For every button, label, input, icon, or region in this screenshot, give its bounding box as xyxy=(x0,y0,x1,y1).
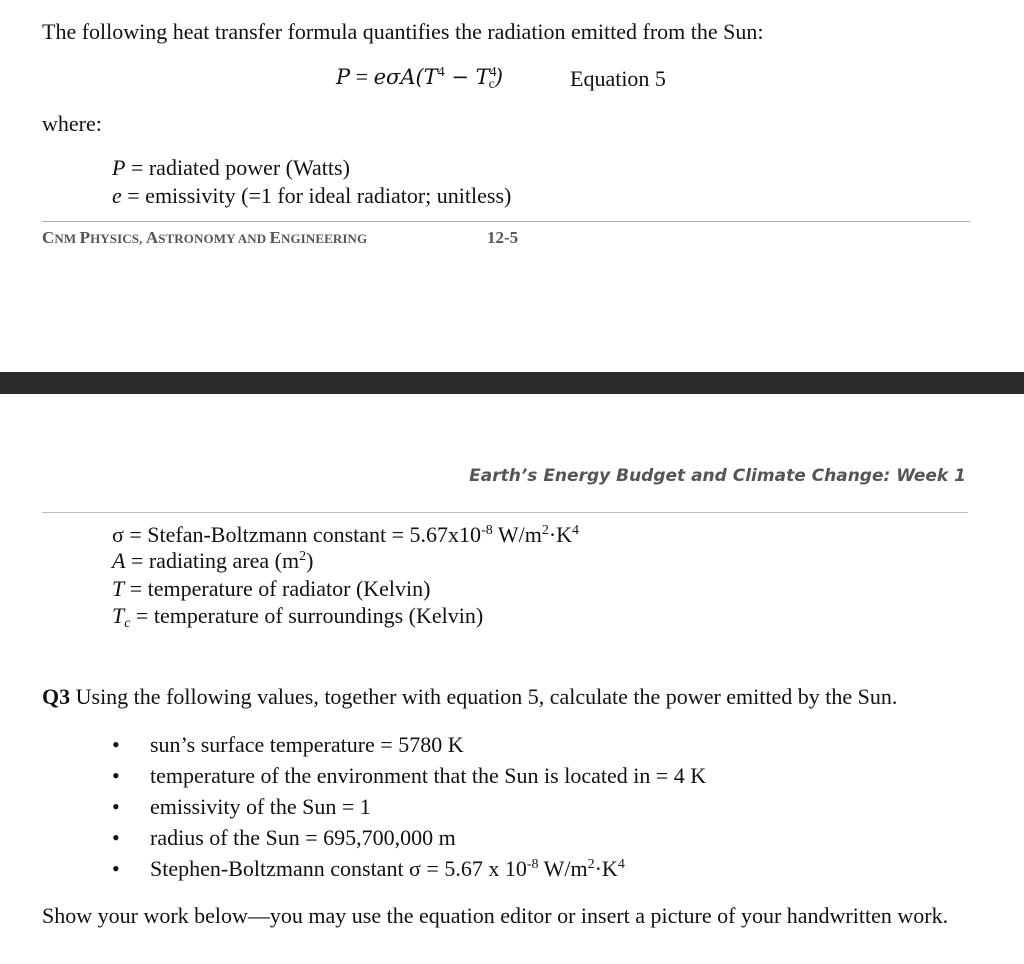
header-divider xyxy=(42,512,968,513)
bullet-text: W/m xyxy=(538,856,588,881)
bullet-icon: • xyxy=(112,856,120,881)
question-label: Q3 xyxy=(42,684,71,709)
definition-sigma xyxy=(112,522,579,548)
definition-text: = temperature of surroundings (Kelvin) xyxy=(130,603,484,628)
intro-text: The following heat transfer formula quantifies the radiation emitted from the Sun: xyxy=(42,19,764,44)
footer-smallcaps: STRONOMY AND xyxy=(158,231,270,246)
symbol: P xyxy=(112,155,126,180)
question-3 xyxy=(42,684,897,710)
equation-rhs: eσA(T xyxy=(373,65,438,89)
bullet-environment-temperature: temperature of the environment that the Sun is located in = 4 K xyxy=(150,763,707,788)
where-label: where: xyxy=(42,111,102,136)
bullet-text: ·K xyxy=(594,856,618,881)
symbol: e xyxy=(112,183,122,208)
exponent: -8 xyxy=(526,857,539,872)
bullet-icon: • xyxy=(112,732,120,757)
equation-minus: − T xyxy=(444,65,490,89)
definition-text: = radiated power (Watts) xyxy=(125,155,350,180)
exponent: 2 xyxy=(541,523,549,538)
definition-text: = radiating area (m xyxy=(125,548,300,573)
footer-smallcaps: NGINEERING xyxy=(280,231,368,246)
equation-equals: = xyxy=(350,64,374,89)
question-text: Using the following values, together with equation 5, calculate the power emitted by the Sun. xyxy=(70,684,898,709)
definition-text: ·K xyxy=(548,522,573,547)
bullet-icon: • xyxy=(112,794,120,819)
footer-cap: E xyxy=(269,228,281,247)
bullet-emissivity: emissivity of the Sun = 1 xyxy=(150,794,371,819)
equation-subscript: c xyxy=(488,77,495,92)
exponent: 2 xyxy=(587,857,595,872)
bullet-icon: • xyxy=(112,763,120,788)
bullet-icon: • xyxy=(112,825,120,850)
bullet-boltzmann-constant xyxy=(150,856,625,882)
page-header: Earth’s Energy Budget and Climate Change: Week 1 xyxy=(469,466,966,486)
definition-text: σ = Stefan-Boltzmann constant = 5.67x10 xyxy=(112,522,482,547)
footer-cap: P xyxy=(79,228,91,247)
definition-temperature-surroundings xyxy=(112,603,483,629)
bullet-sun-temperature: sun’s surface temperature = 5780 K xyxy=(150,732,464,757)
equation-exponent: 4 xyxy=(489,65,497,80)
page-footer xyxy=(42,228,367,248)
symbol: T xyxy=(112,576,125,601)
footer-smallcaps: HYSICS, xyxy=(90,231,146,246)
symbol: T xyxy=(112,603,125,628)
definition-power xyxy=(112,155,350,181)
footer-cap: C xyxy=(42,228,55,247)
page-break-band xyxy=(0,372,1024,394)
subscript: c xyxy=(124,616,131,631)
definition-text: = temperature of radiator (Kelvin) xyxy=(124,576,431,601)
exponent: 4 xyxy=(617,857,625,872)
definition-text: W/m xyxy=(492,522,542,547)
exponent: -8 xyxy=(481,523,493,538)
footer-divider xyxy=(42,221,970,222)
equation-label: Equation 5 xyxy=(570,66,666,91)
equation-close: ) xyxy=(494,65,504,89)
exponent: 2 xyxy=(299,549,307,564)
footer-smallcaps: NM xyxy=(54,231,80,246)
symbol: A xyxy=(112,548,126,573)
equation-lhs: P xyxy=(336,65,351,89)
footer-cap: A xyxy=(145,228,159,247)
work-instructions: Show your work below—you may use the equation editor or insert a picture of your handwritten work. xyxy=(42,903,949,928)
definition-text: = emissivity (=1 for ideal radiator; unitless) xyxy=(121,183,512,208)
bullet-sun-radius: radius of the Sun = 695,700,000 m xyxy=(150,825,456,850)
page-number: 12-5 xyxy=(487,228,519,247)
definition-emissivity xyxy=(112,183,511,209)
definition-text: ) xyxy=(306,548,314,573)
exponent: 4 xyxy=(572,523,580,538)
definition-temperature xyxy=(112,576,430,602)
definition-area xyxy=(112,548,313,574)
equation-5 xyxy=(336,64,503,90)
bullet-text: Stephen-Boltzmann constant σ = 5.67 x 10 xyxy=(150,856,527,881)
equation-exponent: 4 xyxy=(437,65,445,80)
